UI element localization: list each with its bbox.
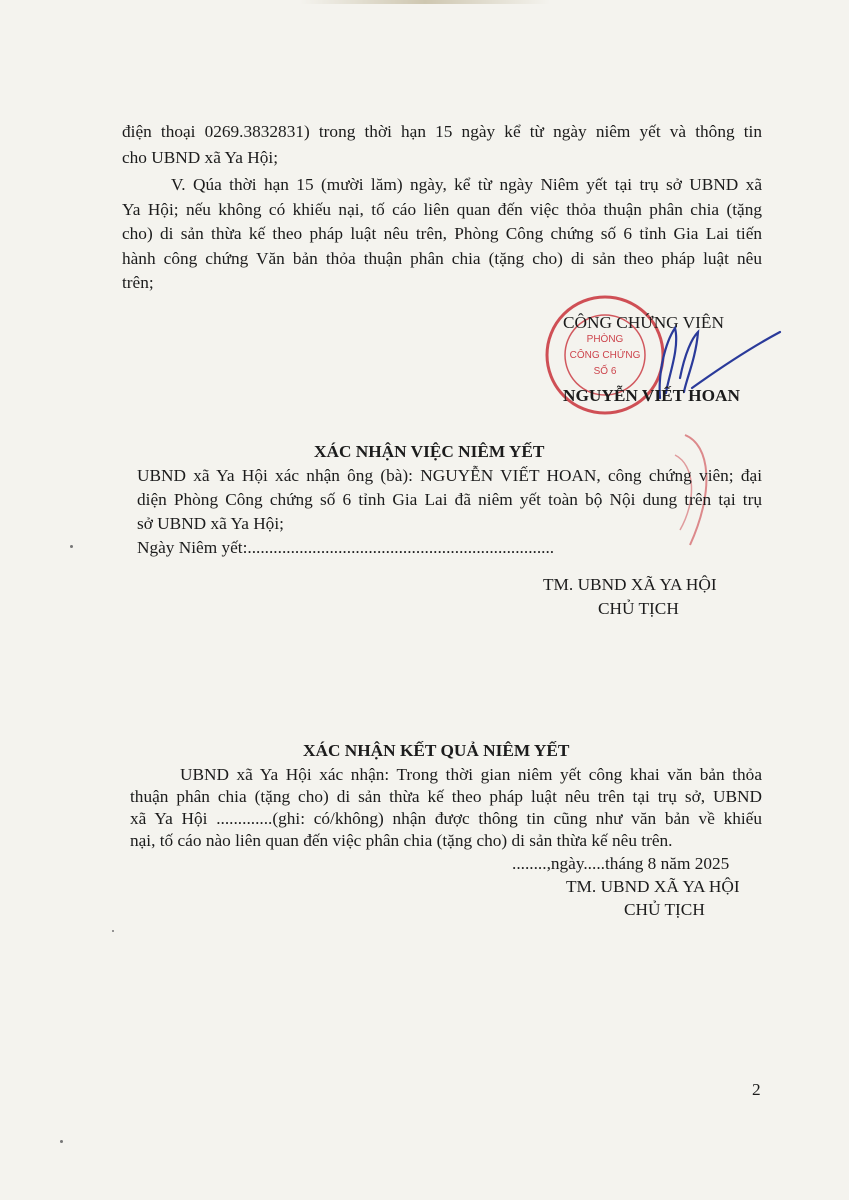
result-date-line: ........,ngày.....tháng 8 năm 2025 (512, 854, 730, 873)
posting-signer-title: CHỦ TỊCH (598, 599, 679, 618)
page-number: 2 (752, 1080, 761, 1099)
posting-line-1: UBND xã Ya Hội xác nhận ông (bà): NGUYỄN VIẾT HOAN, công chứng viên; đại (137, 466, 762, 485)
scan-speck (112, 930, 114, 932)
result-signer-org: TM. UBND XÃ YA HỘI (566, 877, 740, 896)
posting-line-3: sở UBND xã Ya Hội; (137, 514, 284, 533)
result-signer-title: CHỦ TỊCH (624, 900, 705, 919)
result-line-2: thuận phân chia (tặng cho) di sản thừa kế theo pháp luật nêu trên tại trụ sở, UBND (130, 787, 762, 806)
section-v-line-7: trên; (122, 273, 154, 292)
posting-signer-org: TM. UBND XÃ YA HỘI (543, 575, 717, 594)
result-line-4: nại, tố cáo nào liên quan đến việc phân chia (tặng cho) di sản thừa kế nêu trên. (130, 831, 673, 850)
section-v-line-4: Ya Hội; nếu không có khiếu nại, tố cáo liên quan đến việc thỏa thuận phân chia (tặng (122, 200, 762, 219)
scan-speck (60, 1140, 63, 1143)
section-v-line-5: cho) di sản thừa kế theo pháp luật nêu trên, Phòng Công chứng số 6 tỉnh Gia Lai tiến (122, 224, 762, 243)
seal-text-line1: PHÒNG (586, 334, 624, 345)
section-v-line-1: điện thoại 0269.3832831) trong thời hạn 15 ngày kể từ ngày niêm yết và thông tin (122, 122, 762, 141)
seal-text-line3: SỐ 6 (593, 366, 617, 377)
result-line-1: UBND xã Ya Hội xác nhận: Trong thời gian niêm yết công khai văn bản thỏa (180, 765, 762, 784)
scan-speck (70, 545, 73, 548)
notary-name: NGUYỄN VIẾT HOAN (563, 386, 741, 405)
posting-confirmation-heading: XÁC NHẬN VIỆC NIÊM YẾT (314, 442, 545, 461)
result-confirmation-heading: XÁC NHẬN KẾT QUẢ NIÊM YẾT (303, 741, 570, 760)
section-v-line-6: hành công chứng Văn bản thỏa thuận phân chia (tặng cho) di sản theo pháp luật nêu (122, 249, 762, 268)
posting-line-2: diện Phòng Công chứng số 6 tỉnh Gia Lai đã niêm yết toàn bộ Nội dung trên tại trụ (137, 490, 762, 509)
posting-date-field: Ngày Niêm yết:....................................................................... (137, 538, 555, 557)
result-line-3: xã Ya Hội .............(ghi: có/không) nhận được thông tin cũng như văn bản về khiếu (130, 809, 762, 828)
seal-text-line2: CÔNG CHỨNG (569, 350, 641, 361)
section-v-line-2: cho UBND xã Ya Hội; (122, 148, 279, 167)
section-v-line-3: V. Qúa thời hạn 15 (mười lăm) ngày, kể từ ngày Niêm yết tại trụ sở UBND xã (171, 175, 762, 194)
notary-title: CÔNG CHỨNG VIÊN (563, 313, 724, 332)
scan-edge-shadow (300, 0, 550, 4)
